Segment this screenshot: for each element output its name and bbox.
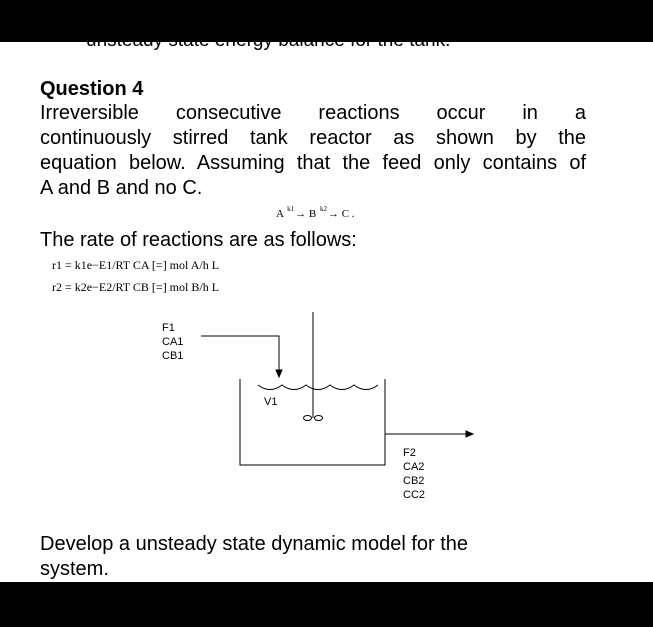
paragraph-line: A and B and no C.: [40, 177, 203, 199]
outlet-arrow-head: [466, 431, 473, 437]
rate-constant-k2: k2: [319, 205, 327, 213]
cut-off-text-line: unsteady state energy balance for the tank.: [86, 30, 451, 51]
outlet-label-cc2: CC2: [403, 489, 426, 501]
rate-constant-k1: k1: [287, 205, 295, 213]
species-a: A: [276, 208, 284, 220]
liquid-surface: [258, 385, 378, 390]
rate-intro-text: The rate of reactions are as follows:: [40, 229, 357, 251]
outlet-label-cb2: CB2: [403, 475, 425, 487]
question-title: Question 4: [40, 78, 144, 100]
paragraph-line: continuously stirred tank reactor as shown by the: [40, 127, 586, 149]
species-c: C: [341, 208, 350, 220]
closing-instruction: [40, 532, 540, 582]
volume-label: V1: [264, 396, 278, 408]
closing-line: Develop a unsteady state dynamic model for the: [40, 533, 469, 555]
outlet-label-f2: F2: [403, 447, 416, 459]
inlet-feed-line: [201, 336, 279, 370]
inlet-label-ca1: CA1: [162, 336, 184, 348]
species-b: B: [308, 208, 317, 220]
bottom-black-bar: [0, 582, 653, 627]
rate-equation-2: r2 = k2e−E2/RT CB [=] mol B/h L: [52, 280, 220, 294]
inlet-label-cb1: CB1: [162, 350, 184, 362]
paragraph-line: Irreversible consecutive reactions occur in a: [40, 102, 586, 124]
rate-equation-1: r1 = k1e−E1/RT CA [=] mol A/h L: [52, 258, 220, 272]
outlet-label-ca2: CA2: [403, 461, 425, 473]
inlet-arrow-head: [276, 370, 282, 377]
impeller-blade-right: [315, 416, 323, 421]
inlet-label-f1: F1: [162, 322, 175, 334]
reaction-scheme: A $^{k1}$→ B $^{k2}$→ C .: [276, 205, 355, 220]
paragraph-line: equation below. Assuming that the feed only contains of: [40, 152, 586, 174]
closing-line: system.: [40, 558, 109, 580]
scheme-end: .: [351, 208, 355, 220]
impeller-blade-left: [304, 416, 312, 421]
